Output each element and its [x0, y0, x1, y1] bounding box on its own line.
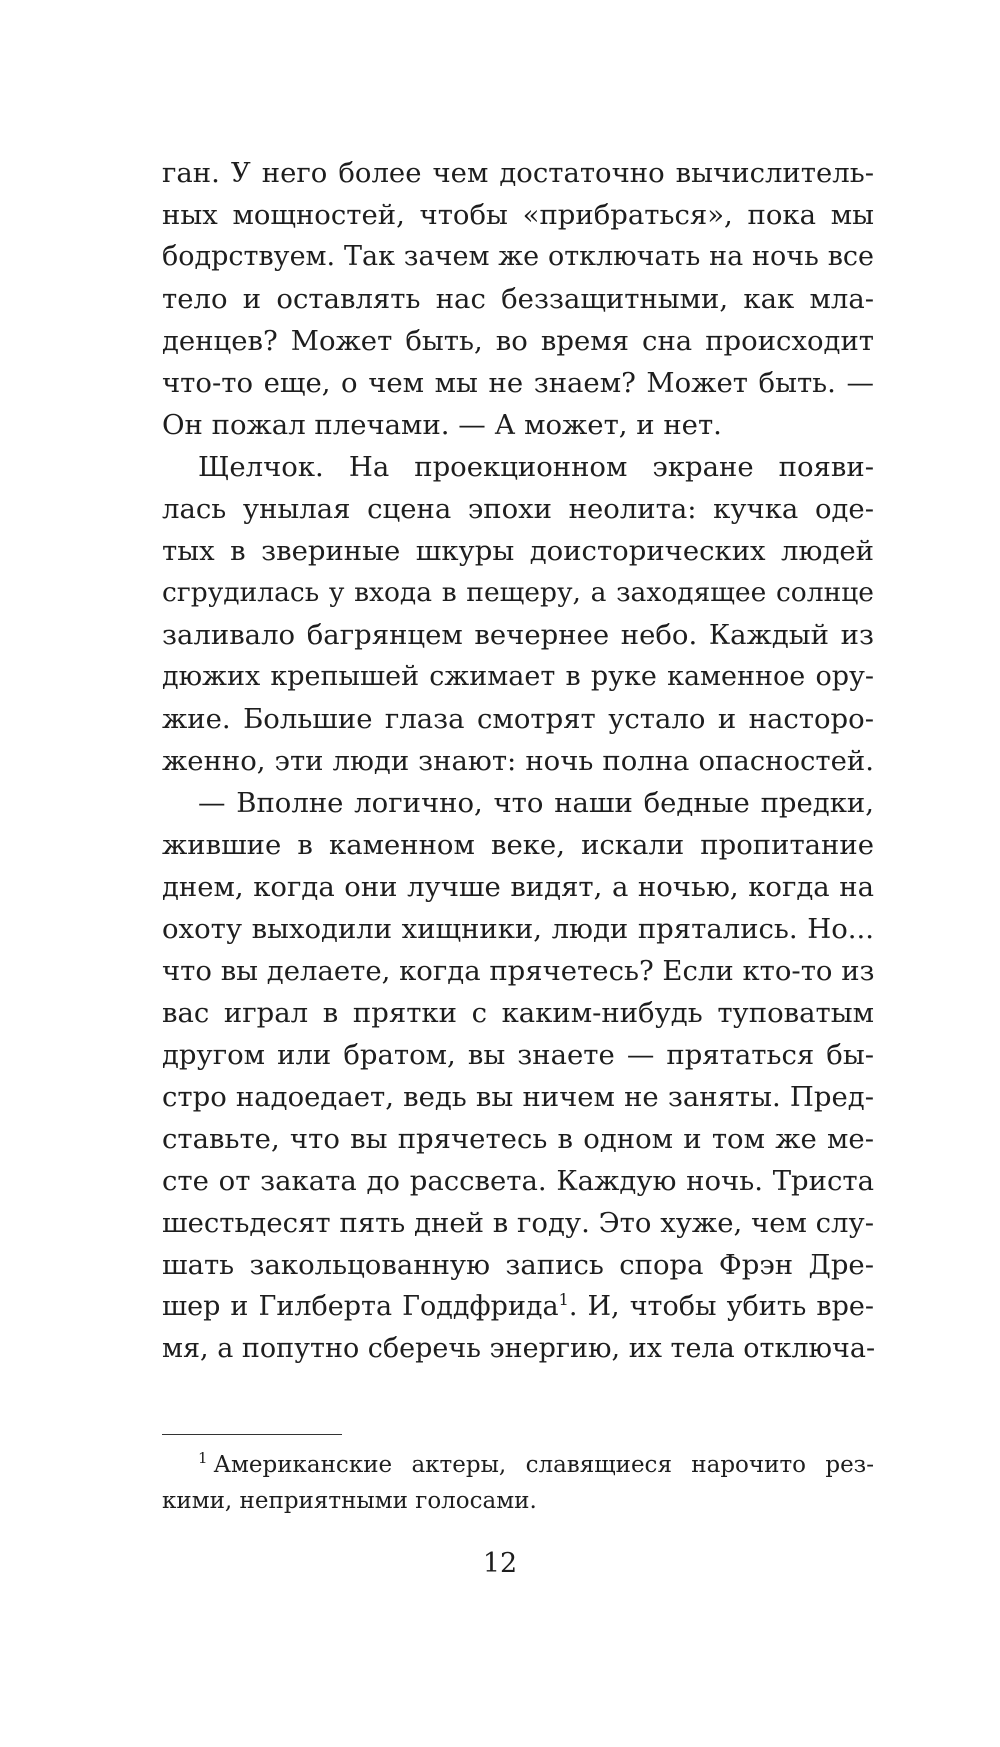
- text-line: сгрудилась у входа в пещеру, а заходящее солнце: [162, 577, 874, 608]
- text-line: ган. У него более чем достаточно вычислитель-: [162, 157, 874, 189]
- text-line: сте от заката до рассвета. Каждую ночь. Триста: [162, 1165, 874, 1197]
- text-line-paragraph-start: — Вполне логично, что наши бедные предки,: [198, 787, 874, 819]
- footnote-line: кими, неприятными голосами.: [162, 1488, 537, 1514]
- text-line: что вы делаете, когда прячетесь? Если кто-то из: [162, 955, 875, 987]
- text-line: бодрствуем. Так зачем же отключать на ночь все: [162, 241, 874, 272]
- text-line-paragraph-start: Щелчок. На проекционном экране появи-: [198, 451, 874, 483]
- text-line: ставьте, что вы прячетесь в одном и том же ме-: [162, 1123, 874, 1155]
- text-segment: шер и Гилберта Годдфрида: [162, 1291, 559, 1322]
- footnote-number: 1: [198, 1449, 208, 1468]
- footnote-line: [162, 1447, 874, 1483]
- text-line: стро надоедает, ведь вы ничем не заняты. Пред-: [162, 1081, 874, 1113]
- text-line-with-footnote: [162, 1286, 874, 1328]
- text-line: шать закольцованную запись спора Фрэн Дре-: [162, 1249, 874, 1281]
- text-line: ных мощностей, чтобы «прибраться», пока мы: [162, 199, 874, 231]
- text-line: вас играл в прятки с каким-нибудь туповатым: [162, 997, 874, 1029]
- text-line: тых в звериные шкуры доисторических людей: [162, 535, 874, 567]
- footnotes: [162, 1447, 874, 1519]
- text-line: дюжих крепышей сжимает в руке каменное ору-: [162, 661, 874, 692]
- text-line: денцев? Может быть, во время сна происходит: [162, 325, 874, 357]
- footnote-divider: [162, 1434, 342, 1435]
- text-line: Он пожал плечами. — А может, и нет.: [162, 409, 722, 441]
- text-line: другом или братом, вы знаете — прятаться бы-: [162, 1039, 874, 1071]
- text-line: мя, а попутно сберечь энергию, их тела отключа-: [162, 1333, 876, 1364]
- text-line: охоту выходили хищники, люди прятались. Но...: [162, 913, 874, 945]
- text-line: днем, когда они лучше видят, а ночью, когда на: [162, 871, 874, 903]
- text-line: жие. Большие глаза смотрят устало и насторо-: [162, 703, 874, 735]
- text-line: тело и оставлять нас беззащитными, как мла-: [162, 283, 874, 315]
- body-text: [162, 152, 874, 1370]
- footnote-reference: 1: [558, 1290, 569, 1309]
- footnote-text: Американские актеры, славящиеся нарочито рез-: [213, 1452, 874, 1478]
- text-segment: . И, чтобы убить вре-: [568, 1291, 874, 1322]
- text-line: заливало багрянцем вечернее небо. Каждый из: [162, 619, 874, 651]
- page-number: 12: [482, 1548, 518, 1579]
- text-line: жившие в каменном веке, искали пропитание: [162, 829, 874, 861]
- text-line: что-то еще, о чем мы не знаем? Может быть. —: [162, 367, 874, 399]
- text-line: женно, эти люди знают: ночь полна опасностей.: [162, 745, 874, 777]
- text-line: шестьдесят пять дней в году. Это хуже, чем слу-: [162, 1207, 874, 1239]
- text-line: лась унылая сцена эпохи неолита: кучка оде-: [162, 493, 874, 525]
